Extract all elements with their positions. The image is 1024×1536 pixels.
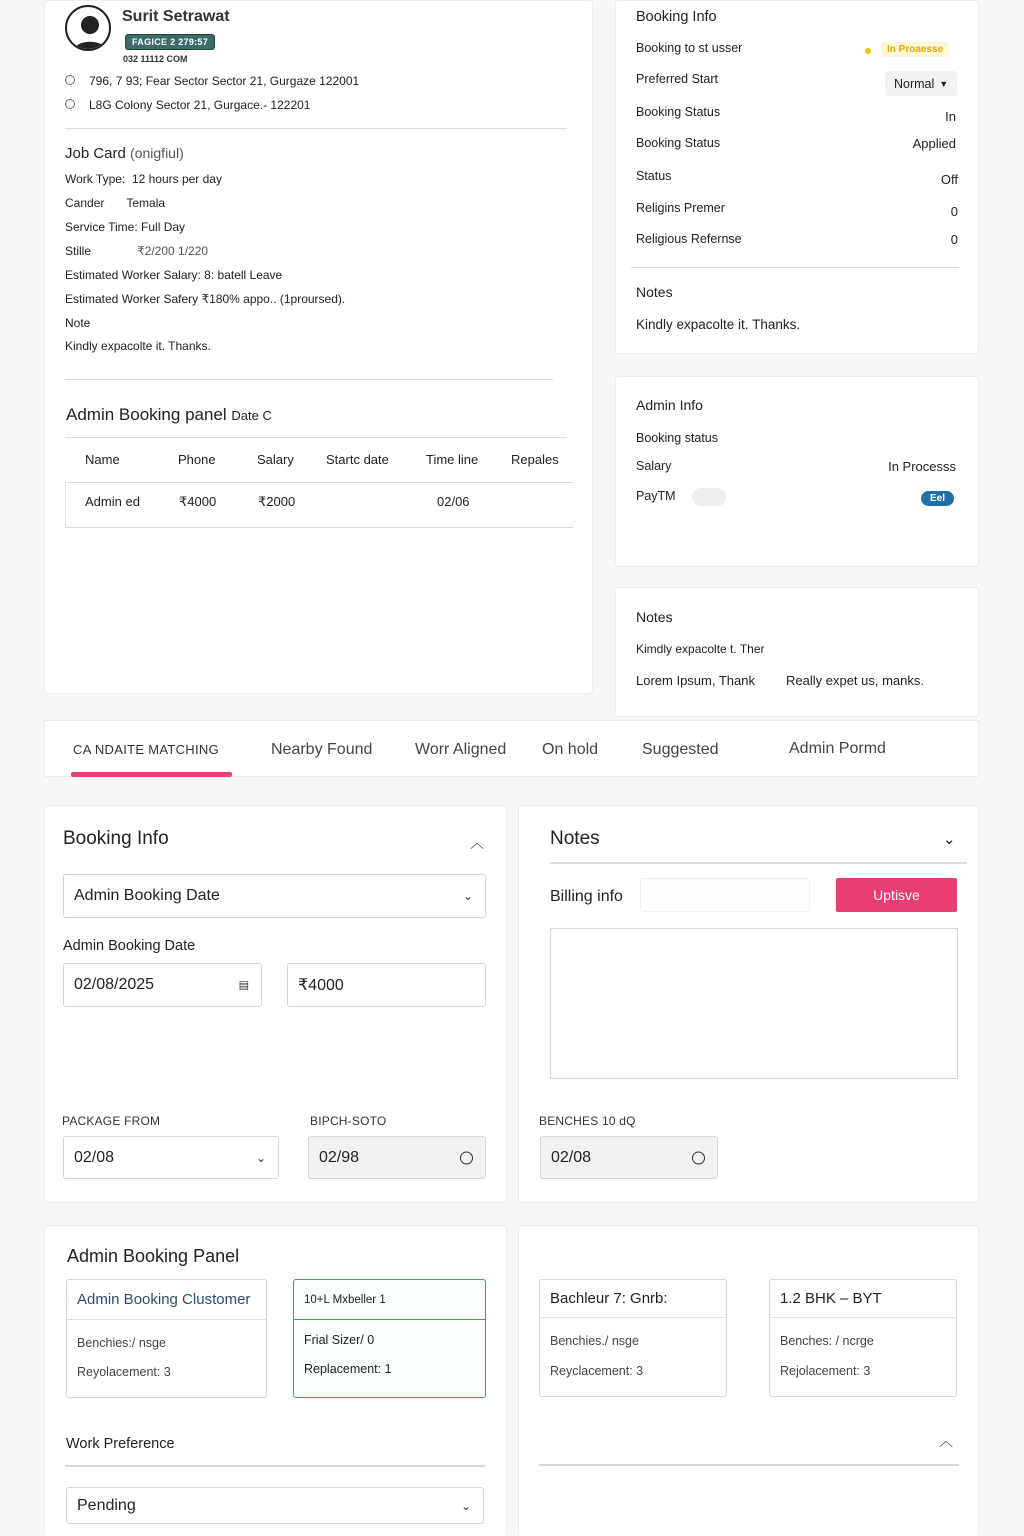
- caret-down-icon: ▼: [939, 78, 949, 89]
- clock-icon[interactable]: [460, 1151, 473, 1164]
- location-icon: [65, 99, 75, 109]
- tab-bar: [44, 720, 979, 777]
- notes-title: Notes: [636, 284, 673, 300]
- date-label: Admin Booking Date: [63, 938, 196, 954]
- calendar-icon[interactable]: ▤: [238, 979, 249, 992]
- benches-label: BENCHES 10 dQ: [539, 1114, 636, 1128]
- row-value: Off: [940, 172, 958, 187]
- table-cell: 02/06: [437, 494, 470, 509]
- booking-info-card: [615, 0, 979, 354]
- row-value: In Processs: [888, 459, 956, 474]
- bachelor-card-head: Bachleur 7: Gnrb:: [540, 1280, 726, 1318]
- chevron-up-icon[interactable]: ︿: [939, 1433, 953, 1449]
- profile-name: Surit Setrawat: [122, 8, 230, 25]
- row-label: Booking to st usser: [636, 41, 743, 55]
- profile-badge: FAGICE 2 279:57: [125, 34, 215, 50]
- row-label: Booking status: [636, 431, 718, 445]
- seller-card[interactable]: [293, 1279, 486, 1398]
- tab-admin[interactable]: Admin Pormd: [789, 740, 886, 757]
- chevron-down-icon[interactable]: ⌄: [943, 831, 956, 848]
- table-header: Phone: [178, 452, 216, 467]
- tab-nearby-found[interactable]: Nearby Found: [271, 741, 373, 758]
- work-pref-label: Work Preference: [66, 1436, 175, 1452]
- billing-label: Billing info: [550, 888, 623, 905]
- amount-input[interactable]: ₹4000: [287, 963, 486, 1007]
- update-button[interactable]: Uptisve: [836, 878, 957, 912]
- divider: [539, 1464, 959, 1466]
- row-value: Applied: [912, 136, 956, 151]
- avatar: [65, 5, 111, 51]
- job-line-salary: Estimated Worker Salary: 8: batell Leave: [65, 268, 283, 282]
- job-line-note: Note: [65, 316, 91, 330]
- package-select[interactable]: 02/08 ⌄: [63, 1136, 279, 1179]
- chevron-down-icon: ⌄: [460, 1498, 471, 1513]
- job-note-text: Kindly expacolte it. Thanks.: [65, 339, 211, 353]
- divider: [65, 379, 553, 380]
- row-label: PayTM: [636, 489, 676, 503]
- job-line-cander: Cander Temala: [65, 196, 166, 210]
- chevron-down-icon: ⌄: [255, 1150, 266, 1165]
- notes-form-title: Notes: [550, 828, 600, 849]
- job-card-title: Job Card (onigfiul): [65, 145, 184, 162]
- location-icon: [65, 75, 75, 85]
- card-line: Benches: / ncrge: [780, 1334, 874, 1348]
- row-value: 0: [950, 232, 958, 247]
- card-line: Benchies:/ nsge: [77, 1336, 166, 1350]
- profile-phone: 032 11112 COM: [123, 54, 188, 64]
- divider: [550, 862, 967, 864]
- row-value: 0: [950, 204, 958, 219]
- divider: [631, 267, 959, 268]
- work-pref-select[interactable]: Pending ⌄: [66, 1487, 484, 1524]
- booking-info-title: Booking Info: [636, 9, 717, 25]
- chevron-down-icon: ⌄: [462, 889, 473, 903]
- avatar-icon: [67, 7, 111, 51]
- admin-panel-title: Admin Booking Panel: [67, 1246, 240, 1266]
- status-badge: In Proaesse: [881, 42, 949, 57]
- notes-line-1: Kimdly expacolte t. Ther: [636, 642, 765, 656]
- booking-form-card: [44, 805, 507, 1203]
- bipch-time-input[interactable]: 02/98: [308, 1136, 486, 1179]
- table-header: Repales: [511, 452, 559, 467]
- notes-card: [615, 587, 979, 717]
- admin-panel-right-card: [518, 1225, 979, 1536]
- row-label: Status: [636, 169, 672, 183]
- profile-card: [44, 0, 593, 694]
- tab-suggested[interactable]: Suggested: [642, 741, 719, 758]
- seller-card-head: 10+L Mxbeller 1: [294, 1280, 485, 1320]
- job-line-safery: Estimated Worker Safery ₹180% appo.. (1proursed).: [65, 292, 346, 306]
- tab-candidate-matching[interactable]: CA NDAITE MATCHING: [73, 742, 220, 757]
- clock-icon[interactable]: [692, 1151, 705, 1164]
- row-label: Religious Refernse: [636, 232, 742, 246]
- row-label: Salary: [636, 459, 672, 473]
- admin-panel-card: [44, 1225, 507, 1536]
- row-value: In: [945, 109, 956, 124]
- date-input[interactable]: 02/08/2025 ▤: [63, 963, 262, 1007]
- card-line: Reyclacement: 3: [550, 1364, 644, 1378]
- table-cell: ₹4000: [179, 494, 217, 509]
- table-header: Time line: [426, 452, 479, 467]
- table-row[interactable]: [65, 483, 573, 527]
- job-line-stille: Stille ₹2/200 1/220: [65, 244, 209, 258]
- job-line-service-time: Service Time: Full Day: [65, 220, 186, 234]
- preferred-start-select[interactable]: Normal ▼: [885, 71, 957, 96]
- admin-table-title: Admin Booking panel Date C: [66, 405, 272, 424]
- card-line: Rejolacement: 3: [780, 1364, 871, 1378]
- table-header: Name: [85, 452, 120, 467]
- address-line-2: L8G Colony Sector 21, Gurgace.- 122201: [89, 98, 311, 112]
- bipch-label: BIPCH-SOTO: [310, 1114, 387, 1128]
- paytm-status-pill[interactable]: Eel: [921, 491, 954, 506]
- notes-line-2-right: Really expet us, manks.: [786, 673, 925, 688]
- bhk-card[interactable]: [769, 1279, 957, 1397]
- admin-info-card: [615, 376, 979, 567]
- divider: [65, 128, 567, 129]
- package-label: PACKAGE FROM: [62, 1114, 161, 1128]
- billing-input[interactable]: [640, 878, 810, 912]
- row-label: Religins Premer: [636, 201, 725, 215]
- divider: [65, 1465, 485, 1467]
- tab-on-hold[interactable]: On hold: [542, 741, 599, 758]
- row-label: Booking Status: [636, 105, 721, 119]
- table-cell: Admin ed: [85, 494, 140, 509]
- notes-line-2-left: Lorem Ipsum, Thank: [636, 673, 755, 688]
- job-line-work-type: Work Type: 12 hours per day: [65, 172, 222, 186]
- row-label: Preferred Start: [636, 72, 718, 86]
- status-dot: [865, 48, 871, 54]
- tab-work-aligned[interactable]: Worr Aligned: [415, 741, 507, 758]
- table-cell: ₹2000: [258, 494, 296, 509]
- admin-info-title: Admin Info: [636, 397, 703, 413]
- card-line: Reyolacement: 3: [77, 1365, 171, 1379]
- booking-date-select[interactable]: Admin Booking Date ⌄: [63, 874, 486, 918]
- card-line: Replacement: 1: [304, 1362, 392, 1376]
- bachelor-card[interactable]: [539, 1279, 727, 1397]
- card-line: Frial Sizer/ 0: [304, 1333, 375, 1347]
- bhk-card-head: 1.2 BHK – BYT: [770, 1280, 956, 1318]
- active-tab-indicator: [71, 772, 232, 777]
- address-line-1: 796, 7 93; Fear Sector Sector 21, Gurgaze 122001: [89, 74, 360, 88]
- chevron-up-icon[interactable]: ︿: [470, 835, 484, 851]
- paytm-toggle[interactable]: [692, 488, 726, 506]
- notes-title: Notes: [636, 609, 673, 625]
- notes-form-card: [518, 805, 979, 1203]
- booking-form-title: Booking Info: [63, 828, 169, 849]
- admin-table: [65, 438, 573, 528]
- notes-text: Kindly expacolte it. Thanks.: [636, 317, 801, 332]
- card-line: Benchies./ nsge: [550, 1334, 639, 1348]
- benches-time-input[interactable]: 02/08: [540, 1136, 718, 1179]
- customer-card[interactable]: [66, 1279, 267, 1398]
- table-header: Startc date: [326, 452, 389, 467]
- table-header: Salary: [257, 452, 294, 467]
- notes-textarea[interactable]: [550, 928, 958, 1079]
- row-label: Booking Status: [636, 136, 721, 150]
- customer-card-head: Admin Booking Clustomer: [67, 1280, 266, 1320]
